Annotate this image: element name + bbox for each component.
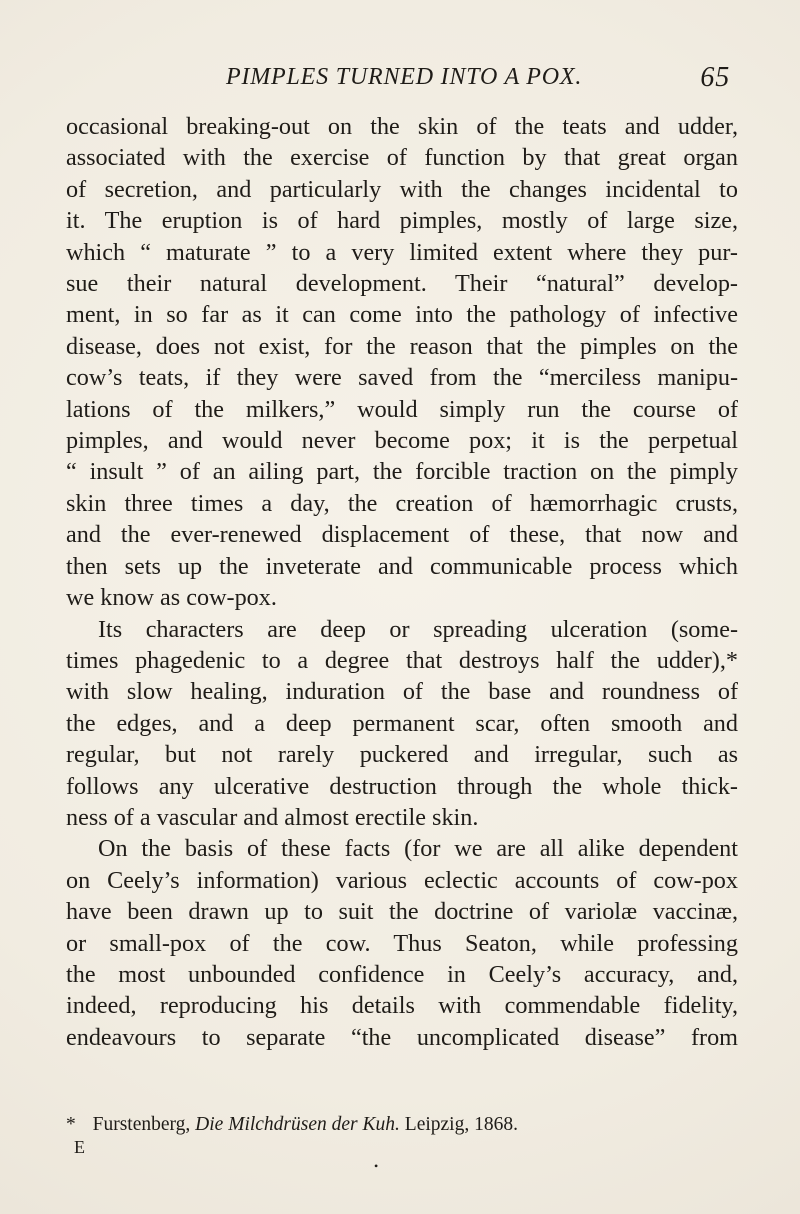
running-head: PIMPLES TURNED INTO A POX. bbox=[226, 64, 583, 90]
body-line: the most unbounded confidence in Ceely’s accuracy, and, bbox=[66, 960, 738, 988]
body-line: indeed, reproducing his details with commendable fidelity, bbox=[66, 992, 738, 1020]
body-line: follows any ulcerative destruction through the whole thick- bbox=[66, 772, 738, 800]
printing-speck: • bbox=[374, 1159, 379, 1173]
body-line: it. The eruption is of hard pimples, mostly of large size, bbox=[66, 207, 738, 235]
body-line: times phagedenic to a degree that destroys half the udder),* bbox=[66, 646, 738, 674]
body-line: ness of a vascular and almost erectile skin. bbox=[66, 803, 479, 831]
printer-signature-mark: E bbox=[74, 1137, 86, 1157]
page-body-text bbox=[66, 111, 738, 1053]
footnote-title: Die Milchdrüsen der Kuh. bbox=[195, 1114, 400, 1135]
footnote bbox=[66, 1113, 738, 1137]
body-line: regular, but not rarely puckered and irregular, such as bbox=[66, 741, 738, 769]
body-line: skin three times a day, the creation of hæmorrhagic crusts, bbox=[66, 489, 738, 517]
body-line: of secretion, and particularly with the changes incidental to bbox=[66, 175, 738, 203]
body-line: lations of the milkers,” would simply run the course of bbox=[66, 395, 738, 423]
body-line: “ insult ” of an ailing part, the forcible traction on the pimply bbox=[66, 458, 738, 486]
body-line: cow’s teats, if they were saved from the “merciless manipu- bbox=[66, 364, 738, 392]
body-line: we know as cow-pox. bbox=[66, 584, 277, 612]
body-line: pimples, and would never become pox; it is the perpetual bbox=[66, 427, 738, 455]
body-line: on Ceely’s information) various eclectic accounts of cow-pox bbox=[66, 866, 738, 894]
body-line: which “ maturate ” to a very limited extent where they pur- bbox=[66, 238, 738, 266]
body-line: Its characters are deep or spreading ulceration (some- bbox=[98, 615, 738, 643]
page-header bbox=[66, 62, 738, 96]
body-line: sue their natural development. Their “natural” develop- bbox=[66, 270, 738, 298]
page-number: 65 bbox=[700, 62, 730, 93]
body-line: or small-pox of the cow. Thus Seaton, while professing bbox=[66, 929, 738, 957]
body-line: with slow healing, induration of the base and roundness of bbox=[66, 678, 738, 706]
body-line: then sets up the inveterate and communicable process which bbox=[66, 552, 738, 580]
body-line: disease, does not exist, for the reason that the pimples on the bbox=[66, 332, 738, 360]
footnote-text bbox=[81, 1113, 518, 1137]
body-line: associated with the exercise of function by that great organ bbox=[66, 144, 738, 172]
body-line: and the ever-renewed displacement of these, that now and bbox=[66, 521, 738, 549]
body-line: endeavours to separate “the uncomplicated disease” from bbox=[66, 1023, 738, 1051]
body-line: the edges, and a deep permanent scar, often smooth and bbox=[66, 709, 738, 737]
body-line: ment, in so far as it can come into the pathology of infective bbox=[66, 301, 738, 329]
footnote-marker: * bbox=[66, 1114, 76, 1135]
body-line: On the basis of these facts (for we are all alike dependent bbox=[98, 835, 738, 863]
body-line: have been drawn up to suit the doctrine of variolæ vaccinæ, bbox=[66, 898, 738, 926]
body-line: occasional breaking-out on the skin of the teats and udder, bbox=[66, 113, 738, 140]
footnote-publication: Leipzig, 1868. bbox=[404, 1114, 518, 1135]
footnote-author: Furstenberg, bbox=[92, 1114, 191, 1135]
